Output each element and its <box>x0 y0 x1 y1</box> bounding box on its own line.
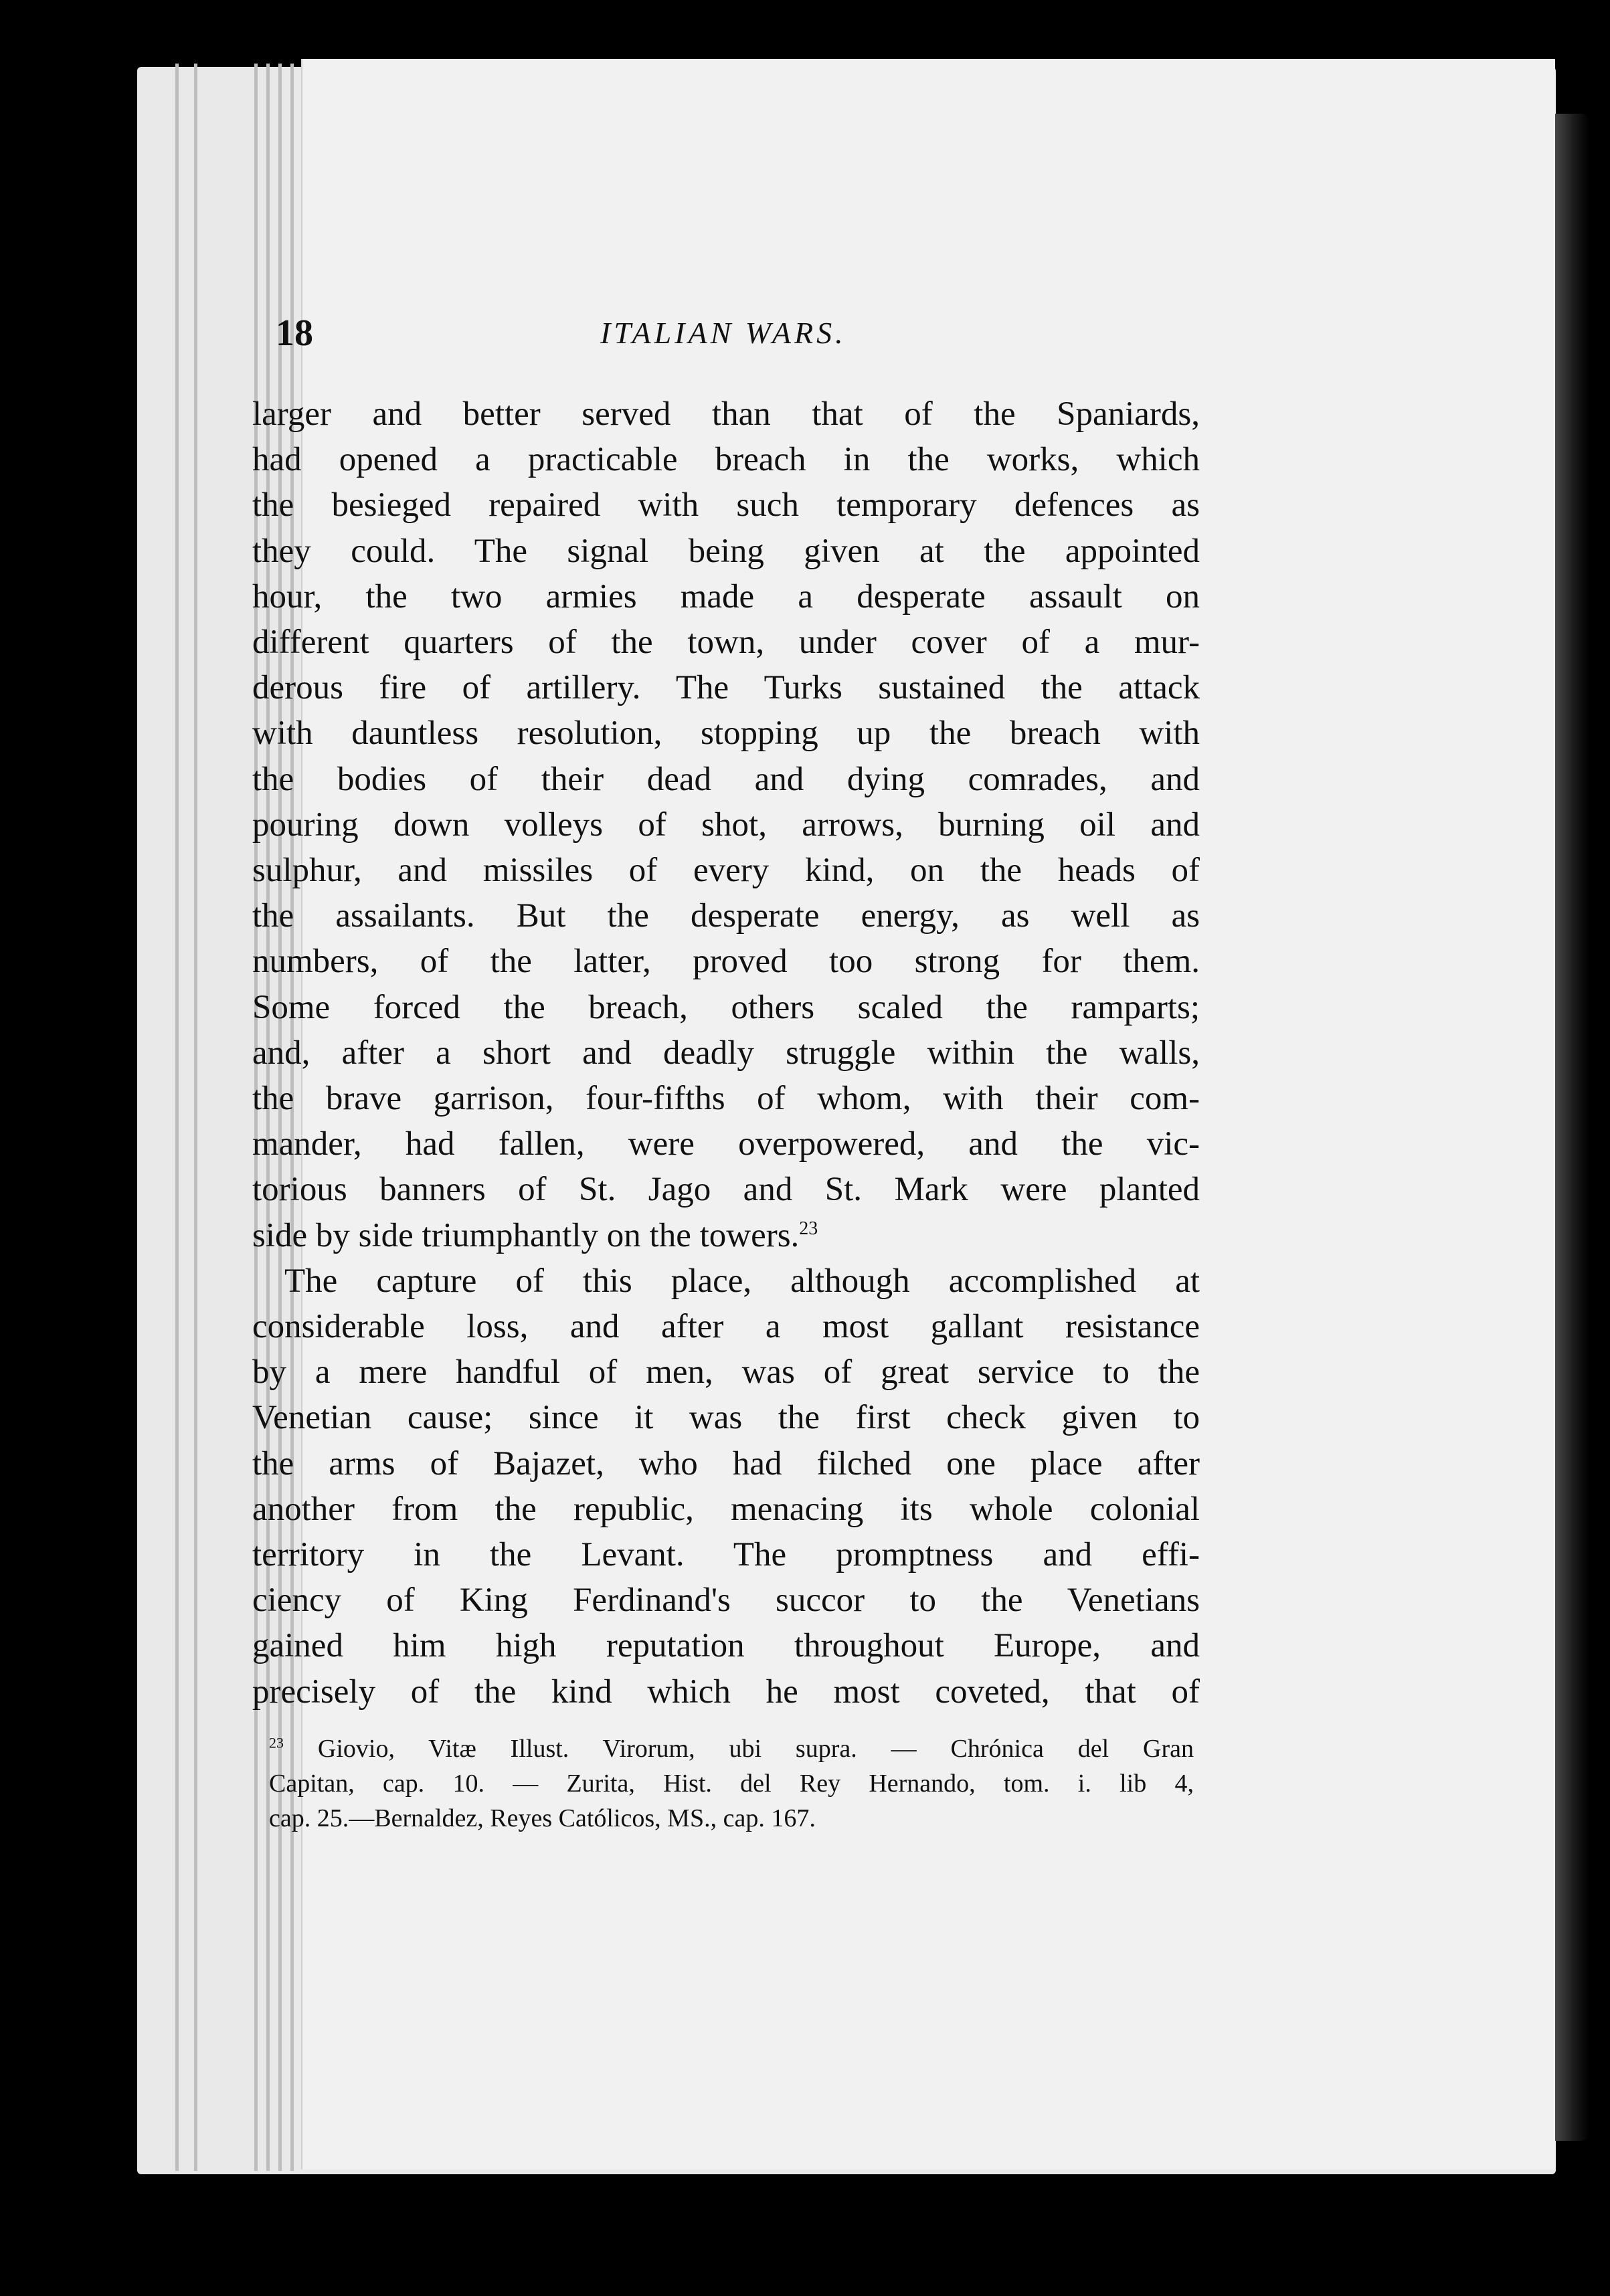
text-line: ciency of King Ferdinand's succor to the Venetians <box>252 1582 1200 1620</box>
text-line: Some forced the breach, others scaled the ramparts; <box>252 988 1200 1026</box>
text-line: larger and better served than that of the Spaniards, <box>252 395 1200 433</box>
body-text <box>252 391 1200 1715</box>
text-line: they could. The signal being given at the appointed <box>252 532 1200 570</box>
text-line: torious banners of St. Jago and St. Mark were planted <box>252 1171 1200 1209</box>
footnotes <box>269 1731 1194 1836</box>
text-line: the besieged repaired with such temporary defences as <box>252 486 1200 524</box>
text-line: The capture of this place, although accomplished at <box>284 1262 1200 1300</box>
text-line: different quarters of the town, under cover of a mur- <box>252 624 1200 662</box>
text-line: with dauntless resolution, stopping up the breach with <box>252 714 1200 753</box>
text-line: by a mere handful of men, was of great service to the <box>252 1353 1200 1392</box>
text-line-content: side by side triumphantly on the towers. <box>252 1216 800 1254</box>
text-line: considerable loss, and after a most gallant resistance <box>252 1308 1200 1346</box>
paragraph-1 <box>252 391 1200 1258</box>
text-line: pouring down volleys of shot, arrows, burning oil and <box>252 805 1200 844</box>
text-line: numbers, of the latter, proved too strong for them. <box>252 943 1200 981</box>
text-line: and, after a short and deadly struggle within the walls, <box>252 1034 1200 1072</box>
text-line: hour, the two armies made a desperate assault on <box>252 577 1200 615</box>
footnote-number: 23 <box>269 1734 284 1751</box>
page-edge <box>194 64 197 2171</box>
text-line: mander, had fallen, were overpowered, and the vic- <box>252 1125 1200 1163</box>
footnote-line <box>269 1731 1194 1766</box>
text-line: had opened a practicable breach in the works, which <box>252 441 1200 479</box>
text-line: territory in the Levant. The promptness and effi- <box>252 1536 1200 1574</box>
text-line: Venetian cause; since it was the first check given to <box>252 1399 1200 1437</box>
book-spine-shadow <box>1549 114 1589 2141</box>
text-line <box>252 1213 1200 1258</box>
page-number: 18 <box>276 312 313 354</box>
text-line: derous fire of artillery. The Turks sustained the attack <box>252 669 1200 707</box>
page-edge <box>175 64 179 2171</box>
text-line: gained him high reputation throughout Europe, and <box>252 1627 1200 1665</box>
text-line: the bodies of their dead and dying comrades, and <box>252 760 1200 798</box>
paragraph-2 <box>252 1258 1200 1715</box>
text-line: precisely of the kind which he most coveted, that of <box>252 1672 1200 1711</box>
text-line: the brave garrison, four-fifths of whom, with their com- <box>252 1080 1200 1118</box>
text-line: the arms of Bajazet, who had filched one place after <box>252 1444 1200 1482</box>
running-title: ITALIAN WARS. <box>600 316 846 350</box>
page-header <box>276 262 1226 354</box>
text-line: another from the republic, menacing its whole colonial <box>252 1490 1200 1528</box>
footnote-line: Capitan, cap. 10. — Zurita, Hist. del Rey Hernando, tom. i. lib 4, <box>269 1769 1194 1798</box>
text-line: sulphur, and missiles of every kind, on the heads of <box>252 852 1200 890</box>
footnote-reference: 23 <box>799 1218 818 1239</box>
footnote-text: Giovio, Vitæ Illust. Virorum, ubi supra. — Chrónica del Gran <box>317 1735 1194 1763</box>
footnote-line: cap. 25.—Bernaldez, Reyes Católicos, MS., cap. 167. <box>269 1804 816 1832</box>
text-line: the assailants. But the desperate energy, as well as <box>252 897 1200 935</box>
